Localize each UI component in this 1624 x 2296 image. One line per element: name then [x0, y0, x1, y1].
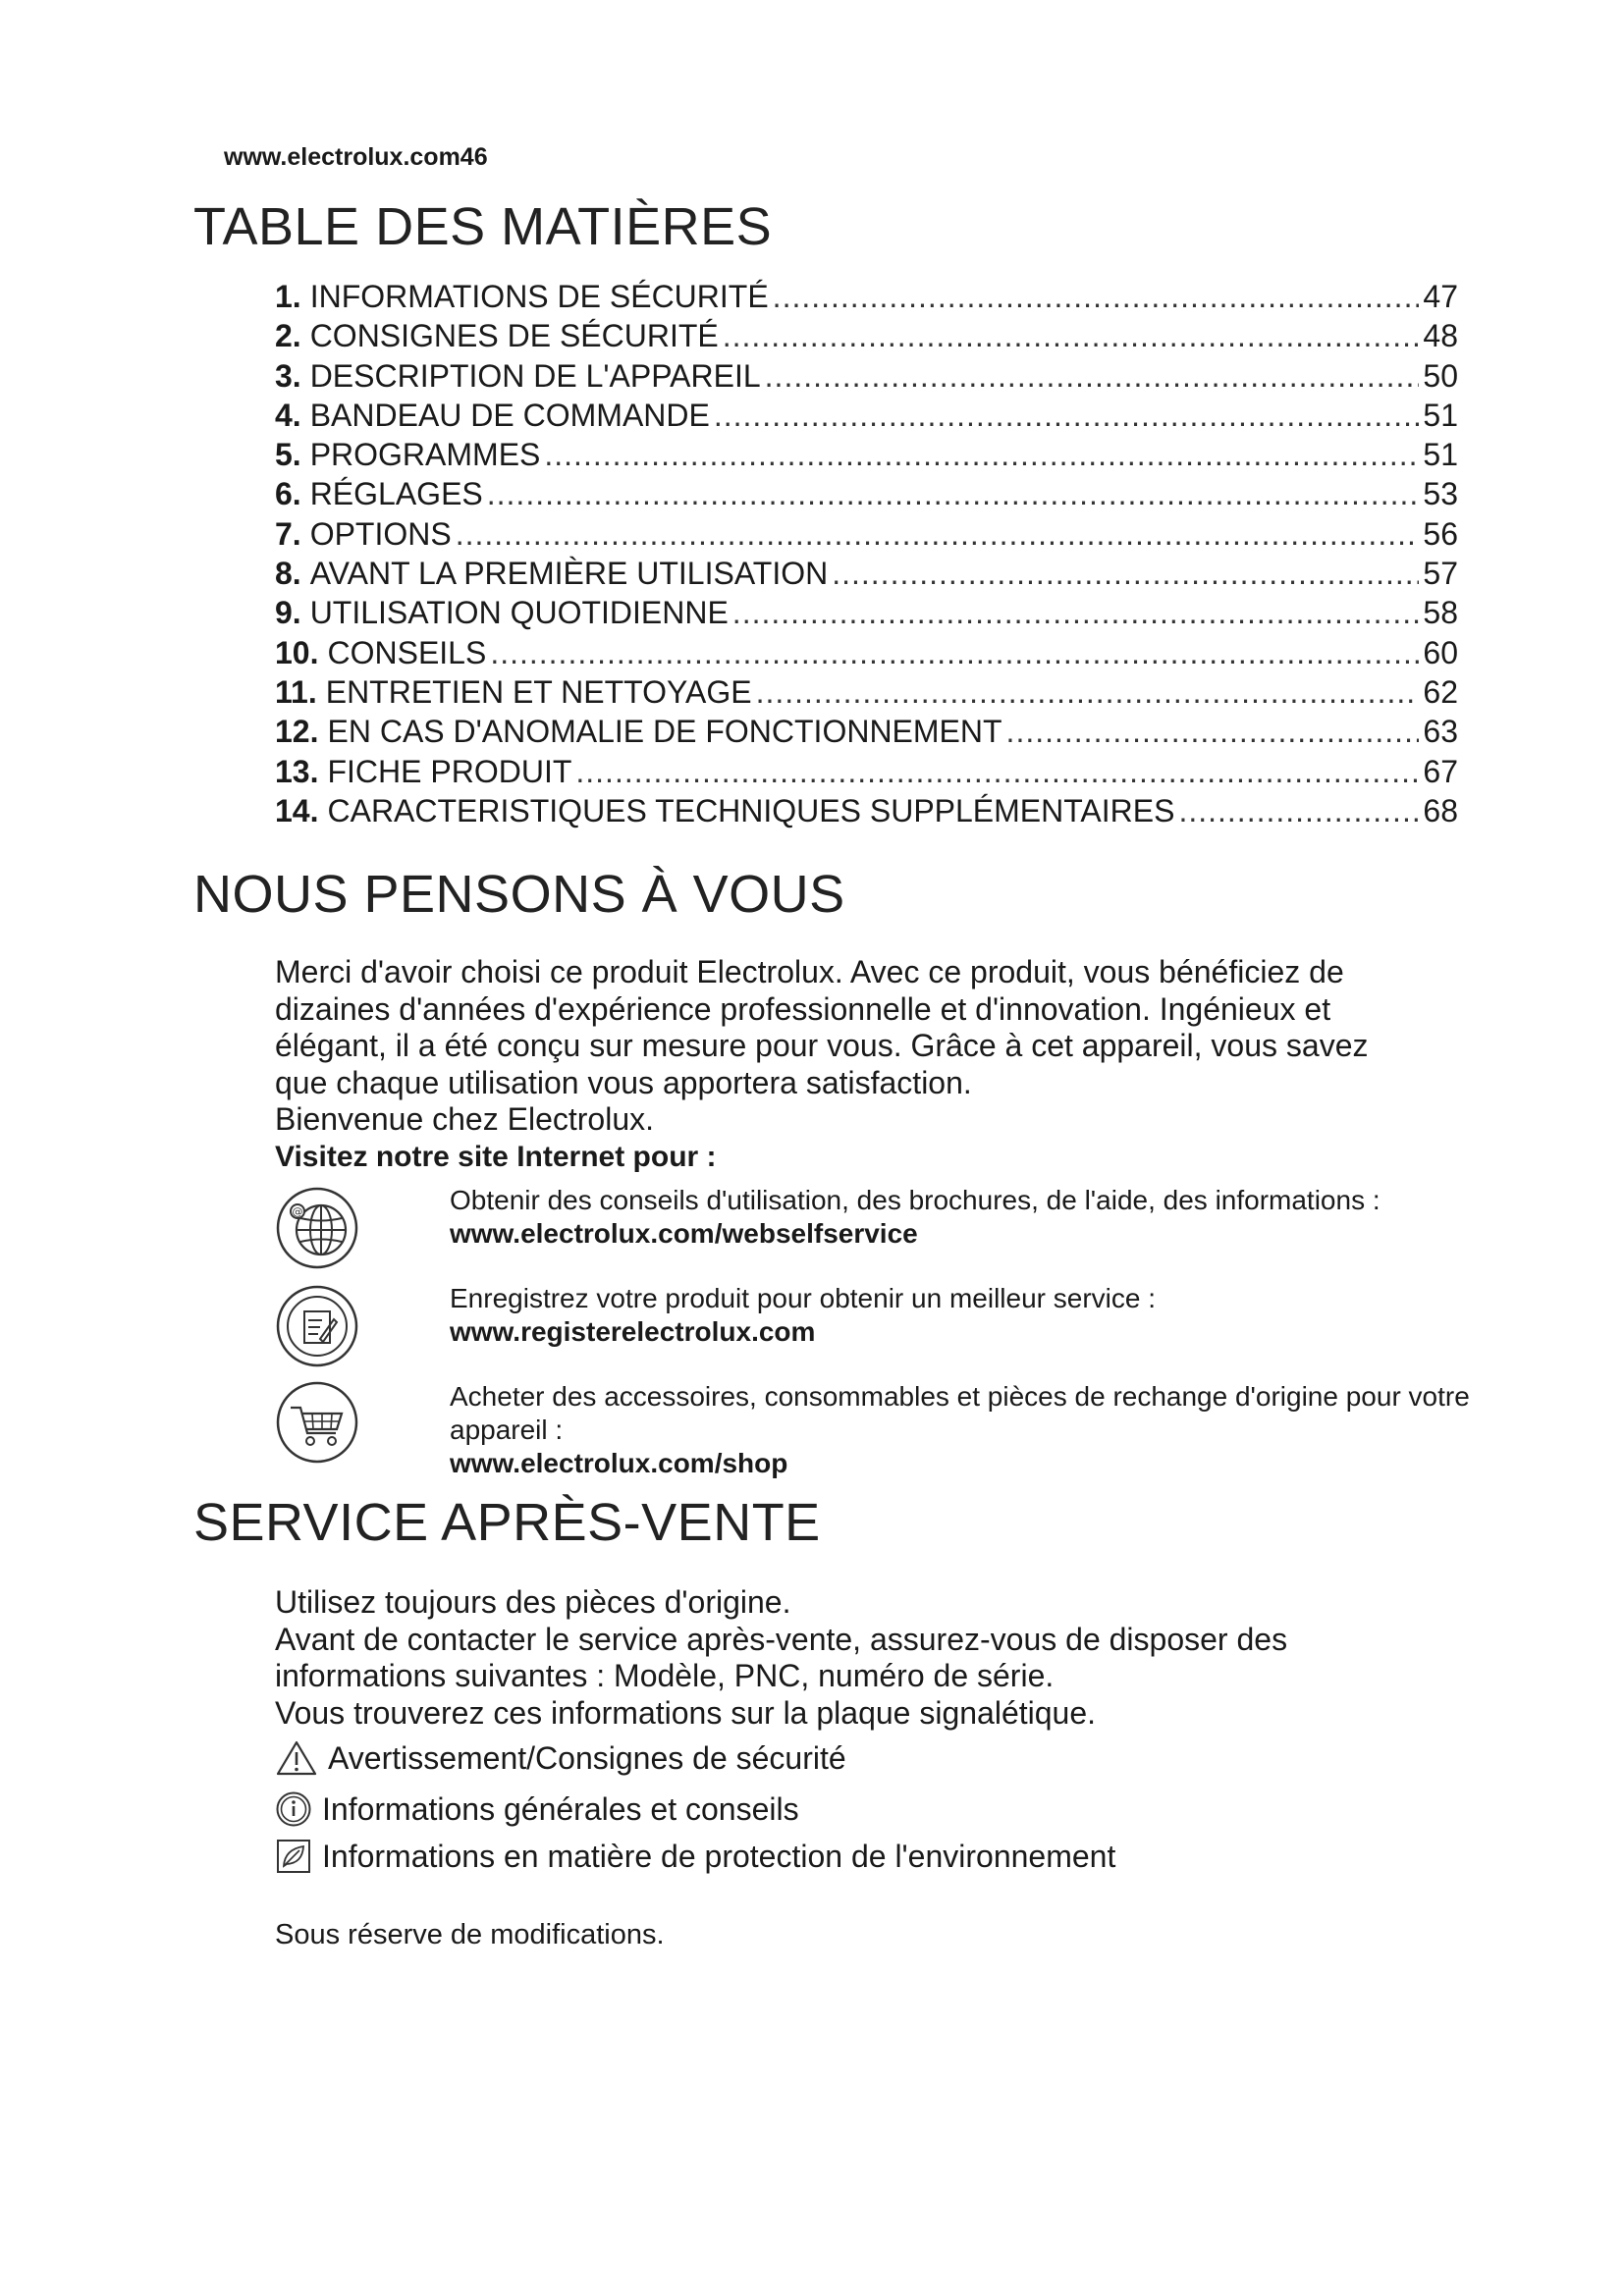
toc-entry[interactable] — [275, 793, 1458, 832]
toc-entry-label: PROGRAMMES — [309, 437, 541, 473]
visit-item-description: Obtenir des conseils d'utilisation, des brochures, de l'aide, des informations : — [450, 1185, 1380, 1215]
visit-item-text — [450, 1184, 1471, 1251]
toc-entry[interactable] — [275, 754, 1458, 793]
toc-entry-page: 57 — [1423, 556, 1458, 592]
svg-text:@: @ — [292, 1205, 303, 1218]
toc-leader-dots — [765, 358, 1420, 395]
toc-leader-dots — [1006, 714, 1420, 750]
toc-entry-label: DESCRIPTION DE L'APPAREIL — [309, 357, 761, 394]
legend-label: Informations générales et conseils — [322, 1790, 799, 1827]
toc-entry-number: 1. — [275, 279, 301, 314]
toc-entry-number: 6. — [275, 476, 301, 512]
visit-item-description: Acheter des accessoires, consommables et pièces de rechange d'origine pour votre appareil : — [450, 1381, 1470, 1445]
toc-entry-label: OPTIONS — [309, 515, 452, 552]
toc-entry-page: 62 — [1423, 673, 1458, 710]
toc-entry-page: 51 — [1423, 397, 1458, 433]
toc-entry-page: 67 — [1423, 753, 1458, 789]
toc-entry[interactable] — [275, 279, 1458, 318]
visit-item-register — [275, 1282, 1473, 1380]
toc-entry-number: 5. — [275, 437, 301, 473]
thinking-title: NOUS PENSONS À VOUS — [193, 865, 845, 924]
toc-entry-label: BANDEAU DE COMMANDE — [309, 397, 710, 433]
paragraph-line: Utilisez toujours des pièces d'origine. — [275, 1584, 791, 1620]
service-title: SERVICE APRÈS-VENTE — [193, 1493, 821, 1552]
toc-leader-dots — [487, 476, 1420, 512]
toc-entry-page: 50 — [1423, 357, 1458, 394]
toc-entry-page: 63 — [1423, 714, 1458, 750]
paragraph-line: Bienvenue chez Electrolux. — [275, 1101, 654, 1137]
paragraph-line: Vous trouverez ces informations sur la plaque signalétique. — [275, 1694, 1097, 1731]
service-paragraph — [275, 1584, 1473, 1732]
toc-title: TABLE DES MATIÈRES — [193, 197, 773, 256]
toc-entry-label: RÉGLAGES — [309, 476, 483, 512]
toc-entry-label: CONSEILS — [327, 634, 487, 670]
toc-entry-number: 4. — [275, 397, 301, 433]
toc-entry-page: 68 — [1423, 792, 1458, 828]
legend-info — [275, 1790, 799, 1828]
toc-entry-page: 48 — [1423, 318, 1458, 354]
toc-leader-dots — [732, 595, 1420, 631]
info-icon — [275, 1790, 312, 1828]
paragraph-line: informations suivantes : Modèle, PNC, numéro de série. — [275, 1658, 1055, 1693]
legend-label: Informations en matière de protection de l'environnement — [322, 1838, 1116, 1874]
toc-entry[interactable] — [275, 318, 1458, 357]
paragraph-line: élégant, il a été conçu sur mesure pour vous. Grâce à cet appareil, vous savez — [275, 1028, 1369, 1063]
shop-link[interactable]: www.electrolux.com/shop — [450, 1448, 788, 1478]
paragraph-line: Avant de contacter le service après-vente, assurez-vous de disposer des — [275, 1621, 1288, 1657]
visit-label: Visitez notre site Internet pour : — [275, 1141, 717, 1173]
webselfservice-link[interactable]: www.electrolux.com/webselfservice — [450, 1218, 918, 1249]
toc-entry[interactable] — [275, 358, 1458, 398]
warning-icon — [275, 1739, 318, 1777]
legend-label: Avertissement/Consignes de sécurité — [328, 1739, 846, 1776]
toc-entry-number: 3. — [275, 357, 301, 394]
legend-warning — [275, 1739, 846, 1777]
toc-entry-label: CONSIGNES DE SÉCURITÉ — [309, 318, 719, 354]
toc-entry-label: AVANT LA PREMIÈRE UTILISATION — [309, 556, 829, 592]
visit-item-text — [450, 1380, 1471, 1480]
toc-entry-label: FICHE PRODUIT — [327, 753, 572, 789]
toc-entry-page: 47 — [1423, 279, 1458, 314]
visit-item-text — [450, 1282, 1471, 1349]
toc-entry-number: 10. — [275, 634, 319, 670]
toc-entry-label: UTILISATION QUOTIDIENNE — [309, 595, 729, 631]
toc-entry[interactable] — [275, 674, 1458, 714]
footnote: Sous réserve de modifications. — [275, 1919, 665, 1950]
thanks-paragraph — [275, 954, 1434, 1139]
register-icon — [275, 1284, 359, 1368]
toc-leader-dots — [1178, 793, 1419, 829]
toc-entry-label: INFORMATIONS DE SÉCURITÉ — [309, 279, 769, 314]
toc-entry[interactable] — [275, 556, 1458, 595]
toc-entry-number: 9. — [275, 595, 301, 631]
toc-entry[interactable] — [275, 635, 1458, 674]
toc-entry[interactable] — [275, 476, 1458, 515]
paragraph-line: que chaque utilisation vous apportera satisfaction. — [275, 1064, 972, 1100]
table-of-contents — [275, 279, 1458, 832]
toc-leader-dots — [544, 437, 1419, 473]
toc-leader-dots — [456, 516, 1420, 553]
toc-leader-dots — [723, 318, 1420, 354]
toc-entry-page: 56 — [1423, 515, 1458, 552]
toc-entry-label: EN CAS D'ANOMALIE DE FONCTIONNEMENT — [327, 714, 1002, 750]
toc-leader-dots — [773, 279, 1420, 315]
toc-entry-label: ENTRETIEN ET NETTOYAGE — [325, 673, 752, 710]
toc-entry[interactable] — [275, 516, 1458, 556]
toc-leader-dots — [490, 635, 1419, 671]
toc-entry-page: 51 — [1423, 437, 1458, 473]
register-link[interactable]: www.registerelectrolux.com — [450, 1316, 816, 1347]
toc-entry-number: 12. — [275, 714, 319, 750]
toc-entry-number: 7. — [275, 515, 301, 552]
toc-leader-dots — [756, 674, 1420, 711]
toc-entry[interactable] — [275, 595, 1458, 634]
leaf-icon — [275, 1838, 312, 1875]
legend-environment — [275, 1838, 1115, 1875]
toc-entry[interactable] — [275, 437, 1458, 476]
paragraph-line: Merci d'avoir choisi ce produit Electrolux. Avec ce produit, vous bénéficiez de — [275, 954, 1344, 989]
toc-entry-page: 60 — [1423, 634, 1458, 670]
toc-entry[interactable] — [275, 714, 1458, 753]
toc-entry-label: CARACTERISTIQUES TECHNIQUES SUPPLÉMENTAIRES — [327, 792, 1175, 828]
header-url[interactable]: www.electrolux.com46 — [224, 143, 488, 171]
toc-entry-number: 14. — [275, 792, 319, 828]
toc-leader-dots — [575, 754, 1419, 790]
paragraph-line: dizaines d'années d'expérience professionnelle et d'innovation. Ingénieux et — [275, 990, 1331, 1027]
toc-entry-page: 53 — [1423, 476, 1458, 512]
visit-item-description: Enregistrez votre produit pour obtenir un meilleur service : — [450, 1283, 1157, 1313]
toc-leader-dots — [832, 556, 1419, 592]
globe-icon — [275, 1186, 359, 1270]
toc-entry-number: 11. — [275, 673, 317, 710]
toc-leader-dots — [714, 398, 1420, 434]
visit-item-shop — [275, 1380, 1473, 1478]
toc-entry-number: 2. — [275, 318, 301, 354]
cart-icon — [275, 1380, 359, 1465]
visit-item-support — [275, 1184, 1473, 1282]
toc-entry-page: 58 — [1423, 595, 1458, 631]
toc-entry-number: 8. — [275, 556, 301, 592]
toc-entry[interactable] — [275, 398, 1458, 437]
toc-entry-number: 13. — [275, 753, 319, 789]
